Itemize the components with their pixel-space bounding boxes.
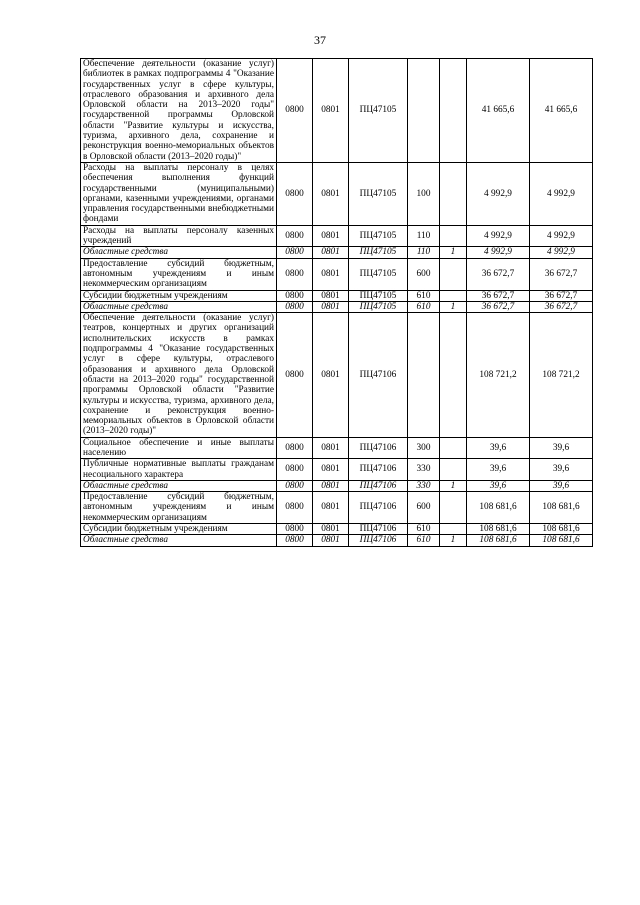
row-amount-first-cell: 39,6 bbox=[467, 459, 530, 481]
row-name-cell: Областные средства bbox=[81, 535, 277, 546]
row-amount-second-cell: 39,6 bbox=[530, 480, 593, 491]
row-section-cell: 0800 bbox=[277, 459, 313, 481]
table-row bbox=[81, 480, 593, 491]
row-subsection-cell: 0801 bbox=[313, 258, 349, 290]
row-name-cell: Предоставление субсидий бюджетным, автономным учреждениям и иным некоммерческим организациям bbox=[81, 492, 277, 524]
row-target-article-cell: ПЦ47106 bbox=[349, 492, 408, 524]
row-target-article-cell: ПЦ47106 bbox=[349, 459, 408, 481]
row-subsection-cell: 0801 bbox=[313, 313, 349, 438]
row-target-article-cell: ПЦ47105 bbox=[349, 290, 408, 301]
row-expense-type-cell bbox=[408, 59, 440, 163]
row-section-cell: 0800 bbox=[277, 492, 313, 524]
table-row bbox=[81, 162, 593, 225]
budget-table bbox=[80, 58, 593, 547]
row-subsection-cell: 0801 bbox=[313, 459, 349, 481]
row-amount-first-cell: 108 681,6 bbox=[467, 524, 530, 535]
row-amount-first-cell: 4 992,9 bbox=[467, 247, 530, 258]
row-name-cell: Публичные нормативные выплаты гражданам несоциального характера bbox=[81, 459, 277, 481]
row-name-cell: Областные средства bbox=[81, 301, 277, 312]
table-row bbox=[81, 258, 593, 290]
row-name-cell: Областные средства bbox=[81, 480, 277, 491]
row-funding-source-cell: 1 bbox=[440, 247, 467, 258]
row-target-article-cell: ПЦ47105 bbox=[349, 225, 408, 247]
row-funding-source-cell bbox=[440, 258, 467, 290]
row-amount-second-cell: 108 721,2 bbox=[530, 313, 593, 438]
table-body bbox=[81, 59, 593, 547]
row-expense-type-cell: 610 bbox=[408, 524, 440, 535]
row-name-cell: Областные средства bbox=[81, 247, 277, 258]
row-expense-type-cell: 610 bbox=[408, 535, 440, 546]
table-row bbox=[81, 301, 593, 312]
row-amount-first-cell: 108 681,6 bbox=[467, 492, 530, 524]
row-amount-second-cell: 39,6 bbox=[530, 437, 593, 459]
row-subsection-cell: 0801 bbox=[313, 301, 349, 312]
row-section-cell: 0800 bbox=[277, 225, 313, 247]
row-funding-source-cell bbox=[440, 492, 467, 524]
row-amount-first-cell: 108 721,2 bbox=[467, 313, 530, 438]
table-row bbox=[81, 313, 593, 438]
table-row bbox=[81, 437, 593, 459]
row-name-cell: Социальное обеспечение и иные выплаты населению bbox=[81, 437, 277, 459]
row-target-article-cell: ПЦ47105 bbox=[349, 301, 408, 312]
row-section-cell: 0800 bbox=[277, 535, 313, 546]
row-expense-type-cell: 330 bbox=[408, 480, 440, 491]
row-expense-type-cell: 600 bbox=[408, 258, 440, 290]
row-amount-first-cell: 108 681,6 bbox=[467, 535, 530, 546]
row-section-cell: 0800 bbox=[277, 313, 313, 438]
row-target-article-cell: ПЦ47105 bbox=[349, 247, 408, 258]
row-section-cell: 0800 bbox=[277, 258, 313, 290]
row-target-article-cell: ПЦ47105 bbox=[349, 59, 408, 163]
row-target-article-cell: ПЦ47106 bbox=[349, 313, 408, 438]
row-funding-source-cell bbox=[440, 162, 467, 225]
row-amount-second-cell: 108 681,6 bbox=[530, 524, 593, 535]
row-funding-source-cell bbox=[440, 225, 467, 247]
row-funding-source-cell bbox=[440, 59, 467, 163]
table-row bbox=[81, 59, 593, 163]
row-amount-second-cell: 39,6 bbox=[530, 459, 593, 481]
row-amount-second-cell: 36 672,7 bbox=[530, 290, 593, 301]
row-funding-source-cell: 1 bbox=[440, 301, 467, 312]
row-amount-first-cell: 36 672,7 bbox=[467, 290, 530, 301]
row-expense-type-cell: 100 bbox=[408, 162, 440, 225]
row-name-cell: Субсидии бюджетным учреждениям bbox=[81, 524, 277, 535]
row-expense-type-cell: 110 bbox=[408, 225, 440, 247]
row-name-cell: Обеспечение деятельности (оказание услуг) театров, концертных и других организаций исполнительских искусств в рамках подпрограммы 4 "Оказание государственных услуг в сфере культуры, отраслевого образования и архивного дела Орловской области на 2013–2020 годы" государственной программы Орловской области "Развитие культуры и искусства, туризма, архивного дела, сохранение и реконструкция военно-мемориальных объектов в Орловской области (2013–2020 годы)" bbox=[81, 313, 277, 438]
row-target-article-cell: ПЦ47106 bbox=[349, 480, 408, 491]
row-target-article-cell: ПЦ47106 bbox=[349, 437, 408, 459]
row-target-article-cell: ПЦ47105 bbox=[349, 258, 408, 290]
row-funding-source-cell: 1 bbox=[440, 480, 467, 491]
row-funding-source-cell bbox=[440, 437, 467, 459]
row-subsection-cell: 0801 bbox=[313, 162, 349, 225]
row-amount-first-cell: 4 992,9 bbox=[467, 162, 530, 225]
row-expense-type-cell bbox=[408, 313, 440, 438]
row-expense-type-cell: 600 bbox=[408, 492, 440, 524]
row-amount-first-cell: 36 672,7 bbox=[467, 258, 530, 290]
row-section-cell: 0800 bbox=[277, 301, 313, 312]
row-amount-first-cell: 41 665,6 bbox=[467, 59, 530, 163]
table-row bbox=[81, 225, 593, 247]
row-target-article-cell: ПЦ47105 bbox=[349, 162, 408, 225]
row-name-cell: Обеспечение деятельности (оказание услуг) библиотек в рамках подпрограммы 4 "Оказание государственных услуг в сфере культуры, отраслевого образования и архивного дела Орловской области на 2013–2020 годы" государственной программы Орловской области "Развитие культуры и искусства, туризма, архивного дела, сохранение и реконструкция военно-мемориальных объектов в Орловской области (2013–2020 годы)" bbox=[81, 59, 277, 163]
row-amount-first-cell: 36 672,7 bbox=[467, 301, 530, 312]
row-funding-source-cell: 1 bbox=[440, 535, 467, 546]
row-amount-second-cell: 36 672,7 bbox=[530, 301, 593, 312]
row-amount-first-cell: 39,6 bbox=[467, 437, 530, 459]
table-row bbox=[81, 247, 593, 258]
row-section-cell: 0800 bbox=[277, 524, 313, 535]
row-expense-type-cell: 610 bbox=[408, 290, 440, 301]
table-row bbox=[81, 290, 593, 301]
table-row bbox=[81, 459, 593, 481]
row-amount-second-cell: 108 681,6 bbox=[530, 492, 593, 524]
row-subsection-cell: 0801 bbox=[313, 524, 349, 535]
table-row bbox=[81, 535, 593, 546]
row-funding-source-cell bbox=[440, 459, 467, 481]
table-row bbox=[81, 492, 593, 524]
row-amount-second-cell: 4 992,9 bbox=[530, 162, 593, 225]
row-funding-source-cell bbox=[440, 290, 467, 301]
row-amount-second-cell: 108 681,6 bbox=[530, 535, 593, 546]
row-expense-type-cell: 110 bbox=[408, 247, 440, 258]
row-funding-source-cell bbox=[440, 524, 467, 535]
row-subsection-cell: 0801 bbox=[313, 480, 349, 491]
row-amount-second-cell: 36 672,7 bbox=[530, 258, 593, 290]
row-subsection-cell: 0801 bbox=[313, 225, 349, 247]
row-name-cell: Расходы на выплаты персоналу в целях обеспечения выполнения функций государственными (муниципальными) органами, казенными учреждениями, органами управления государственными внебюджетными фондами bbox=[81, 162, 277, 225]
row-target-article-cell: ПЦ47106 bbox=[349, 535, 408, 546]
row-amount-second-cell: 4 992,9 bbox=[530, 225, 593, 247]
row-amount-second-cell: 41 665,6 bbox=[530, 59, 593, 163]
row-subsection-cell: 0801 bbox=[313, 437, 349, 459]
row-subsection-cell: 0801 bbox=[313, 290, 349, 301]
row-section-cell: 0800 bbox=[277, 290, 313, 301]
row-name-cell: Расходы на выплаты персоналу казенных учреждений bbox=[81, 225, 277, 247]
row-expense-type-cell: 330 bbox=[408, 459, 440, 481]
table-row bbox=[81, 524, 593, 535]
row-amount-second-cell: 4 992,9 bbox=[530, 247, 593, 258]
row-section-cell: 0800 bbox=[277, 247, 313, 258]
row-subsection-cell: 0801 bbox=[313, 247, 349, 258]
row-section-cell: 0800 bbox=[277, 480, 313, 491]
row-expense-type-cell: 610 bbox=[408, 301, 440, 312]
row-subsection-cell: 0801 bbox=[313, 535, 349, 546]
row-expense-type-cell: 300 bbox=[408, 437, 440, 459]
page-number: 37 bbox=[314, 33, 326, 47]
row-subsection-cell: 0801 bbox=[313, 492, 349, 524]
row-amount-first-cell: 4 992,9 bbox=[467, 225, 530, 247]
row-name-cell: Предоставление субсидий бюджетным, автономным учреждениям и иным некоммерческим организациям bbox=[81, 258, 277, 290]
row-subsection-cell: 0801 bbox=[313, 59, 349, 163]
row-section-cell: 0800 bbox=[277, 162, 313, 225]
row-amount-first-cell: 39,6 bbox=[467, 480, 530, 491]
row-target-article-cell: ПЦ47106 bbox=[349, 524, 408, 535]
row-name-cell: Субсидии бюджетным учреждениям bbox=[81, 290, 277, 301]
row-section-cell: 0800 bbox=[277, 437, 313, 459]
row-funding-source-cell bbox=[440, 313, 467, 438]
row-section-cell: 0800 bbox=[277, 59, 313, 163]
